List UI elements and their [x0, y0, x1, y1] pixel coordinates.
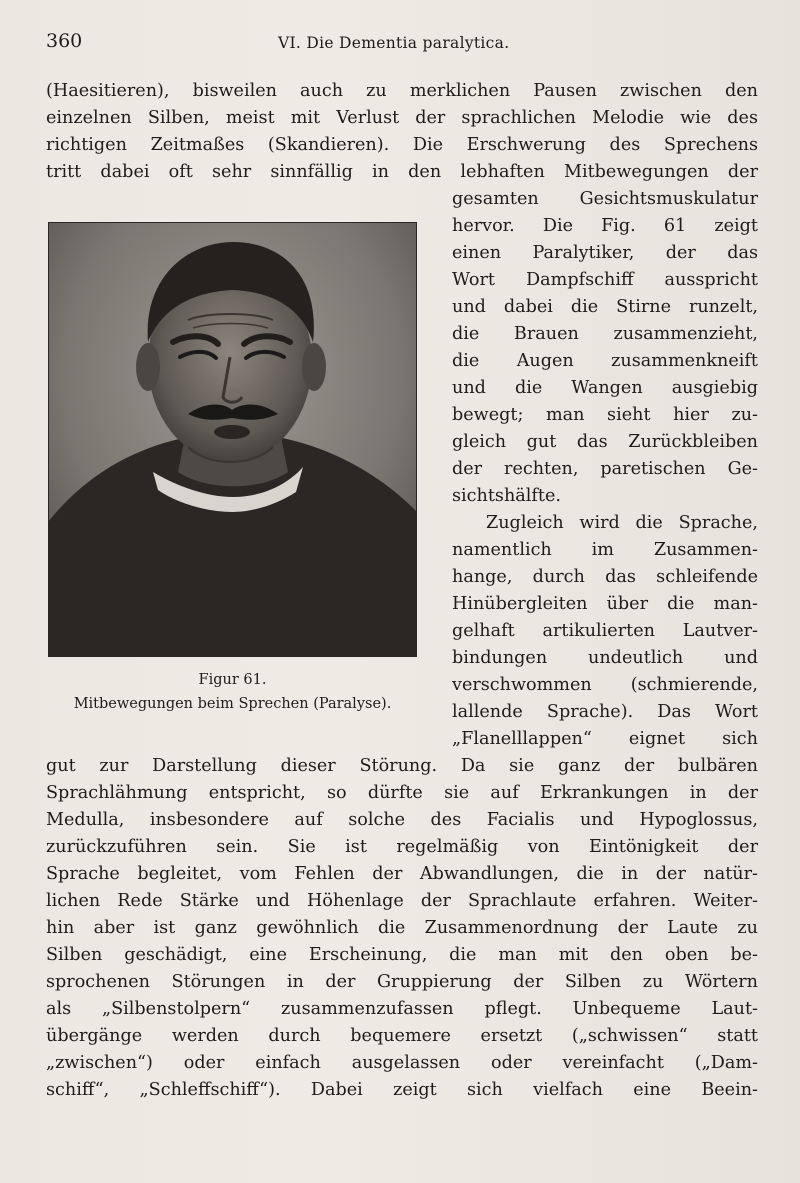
text-line: Medulla, insbesondere auf solche des Facialis und Hypoglossus,: [46, 810, 758, 830]
text-line: tritt dabei oft sehr sinnfällig in den lebhaften Mitbewegungen der: [46, 162, 758, 182]
text-line: sprochenen Störungen in der Gruppierung der Silben zu Wörtern: [46, 972, 758, 992]
text-line: Sprachlähmung entspricht, so dürfte sie auf Erkrankungen in der: [46, 783, 758, 803]
text-line: namentlich im Zusammen-: [452, 540, 758, 560]
text-line: die Brauen zusammenzieht,: [452, 324, 758, 344]
text-line: hange, durch das schleifende: [452, 567, 758, 587]
text-line: gesamten Gesichtsmuskulatur: [452, 189, 758, 209]
text-line: gleich gut das Zurückbleiben: [452, 432, 758, 452]
text-line: bindungen undeutlich und: [452, 648, 758, 668]
text-line: hervor. Die Fig. 61 zeigt: [452, 216, 758, 236]
text-line: einen Paralytiker, der das: [452, 243, 758, 263]
page-number: 360: [46, 30, 83, 52]
text-line: Hinübergleiten über die man-: [452, 594, 758, 614]
text-line: Zugleich wird die Sprache,: [486, 513, 758, 533]
text-line: und dabei die Stirne runzelt,: [452, 297, 758, 317]
page-header: [46, 30, 754, 60]
running-head: VI. Die Dementia paralytica.: [278, 34, 510, 52]
text-line: einzelnen Silben, meist mit Verlust der sprachlichen Melodie wie des: [46, 108, 758, 128]
text-line: die Augen zusammenkneift: [452, 351, 758, 371]
figure-title: Figur 61.: [198, 672, 267, 688]
text-line: gut zur Darstellung dieser Störung. Da sie ganz der bulbären: [46, 756, 758, 776]
text-line: zurückzuführen sein. Sie ist regelmäßig von Eintönigkeit der: [46, 837, 758, 857]
text-line: schiff“, „Schleffschiff“). Dabei zeigt sich vielfach eine Beein-: [46, 1080, 758, 1100]
text-line: und die Wangen ausgiebig: [452, 378, 758, 398]
text-line: lichen Rede Stärke und Höhenlage der Sprachlaute erfahren. Weiter-: [46, 891, 758, 911]
text-line: hin aber ist ganz gewöhnlich die Zusammenordnung der Laute zu: [46, 918, 758, 938]
text-line: Sprache begleitet, vom Fehlen der Abwandlungen, die in der natür-: [46, 864, 758, 884]
text-line: verschwommen (schmierende,: [452, 675, 758, 695]
text-line: richtigen Zeitmaßes (Skandieren). Die Erschwerung des Sprechens: [46, 135, 758, 155]
text-line: gelhaft artikulierten Lautver-: [452, 621, 758, 641]
text-line: bewegt; man sieht hier zu-: [452, 405, 758, 425]
text-line: übergänge werden durch bequemere ersetzt („schwissen“ statt: [46, 1026, 758, 1046]
text-line: Silben geschädigt, eine Erscheinung, die man mit den oben be-: [46, 945, 758, 965]
text-line: „Flanelllappen“ eignet sich: [452, 729, 758, 749]
figure-caption: Mitbewegungen beim Sprechen (Paralyse).: [73, 696, 392, 712]
text-line: der rechten, paretischen Ge-: [452, 459, 758, 479]
figure-photo: [48, 222, 417, 657]
text-line: als „Silbenstolpern“ zusammenzufassen pflegt. Unbequeme Laut-: [46, 999, 758, 1019]
text-line: Wort Dampfschiff ausspricht: [452, 270, 758, 290]
text-line: lallende Sprache). Das Wort: [452, 702, 758, 722]
text-line: sichtshälfte.: [452, 486, 561, 506]
text-line: „zwischen“) oder einfach ausgelassen oder vereinfacht („Dam-: [46, 1053, 758, 1073]
text-line: (Haesitieren), bisweilen auch zu merklichen Pausen zwischen den: [46, 81, 758, 101]
